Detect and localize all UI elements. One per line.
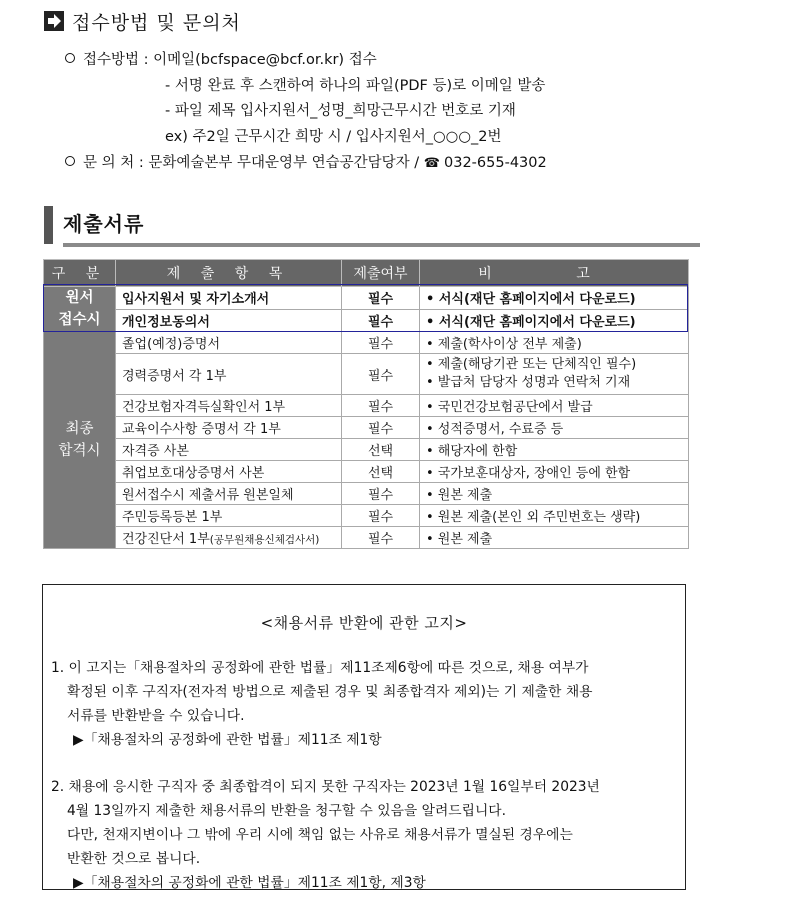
section-accent-bar: [44, 206, 53, 244]
row-item: 취업보호대상증명서 사본: [116, 461, 342, 483]
notice-text: 확정된 이후 구직자(전자적 방법으로 제출된 경우 및 최종합격자 제외)는 기 제출한 채용: [67, 684, 593, 700]
row-required: 필수: [342, 527, 420, 549]
row-required: 필수: [342, 354, 420, 395]
circle-bullet-icon: [65, 53, 75, 63]
header-note: 비 고: [420, 260, 689, 287]
table-row: [44, 527, 689, 549]
category-application: 원서 접수시: [44, 287, 116, 332]
table-row: [44, 439, 689, 461]
row-item-sub: (공무원채용신체검사서): [209, 534, 320, 546]
category-final: 최종 합격시: [44, 332, 116, 549]
arrow-right-icon: [44, 11, 64, 31]
method-detail-1: - 서명 완료 후 스캔하여 하나의 파일(PDF 등)로 이메일 발송: [165, 78, 546, 94]
table-row: [44, 395, 689, 417]
row-note: • 원본 제출: [420, 527, 689, 549]
row-item-text: 건강진단서 1부: [122, 532, 210, 547]
notice-paragraph-1: [51, 656, 592, 752]
method-line: [65, 48, 377, 69]
row-note: • 국민건강보험공단에서 발급: [420, 395, 689, 417]
method-detail-3: ex) 주2일 근무시간 희망 시 / 입사지원서_○○○_2번: [165, 129, 502, 145]
phone-icon: ☎: [423, 156, 440, 171]
row-item: 개인정보동의서: [116, 309, 342, 332]
notice-text: 반환한 것으로 봅니다.: [67, 851, 201, 867]
row-note: • 서식(재단 홈페이지에서 다운로드): [420, 287, 689, 310]
row-item: 졸업(예정)증명서: [116, 332, 342, 354]
method-detail-2: - 파일 제목 입사지원서_성명_희망근무시간 번호로 기재: [165, 103, 516, 119]
section-rule: [63, 243, 700, 247]
row-required: 필수: [342, 483, 420, 505]
row-note: [420, 354, 689, 395]
section-header-application: [44, 8, 241, 34]
row-note: • 국가보훈대상자, 장애인 등에 한함: [420, 461, 689, 483]
row-note: • 해당자에 한함: [420, 439, 689, 461]
contact-phone: 032-655-4302: [444, 155, 547, 171]
row-required: 선택: [342, 439, 420, 461]
row-item: 주민등록등본 1부: [116, 505, 342, 527]
row-item: 경력증명서 각 1부: [116, 354, 342, 395]
notice-law-ref: ▶「채용절차의 공정화에 관한 법률」제11조 제1항, 제3항: [73, 875, 426, 891]
section-title: 접수방법 및 문의처: [72, 11, 241, 34]
notice-box: [42, 584, 686, 890]
table-row: [44, 287, 689, 310]
table-row: [44, 461, 689, 483]
documents-table: [43, 259, 689, 549]
row-item: [116, 527, 342, 549]
header-required: 제출여부: [342, 260, 420, 287]
contact-label: 문 의 처 : 문화예술본부 무대운영부 연습공간담당자 /: [83, 155, 420, 171]
row-note-line: • 제출(해당기관 또는 단체직인 필수): [426, 357, 637, 372]
notice-text: 4월 13일까지 제출한 채용서류의 반환을 청구할 수 있음을 알려드립니다.: [67, 803, 506, 819]
row-note: • 원본 제출: [420, 483, 689, 505]
table-row: [44, 309, 689, 332]
row-item: 원서접수시 제출서류 원본일체: [116, 483, 342, 505]
row-required: 필수: [342, 287, 420, 310]
row-note: • 성적증명서, 수료증 등: [420, 417, 689, 439]
table-row: [44, 417, 689, 439]
header-category: 구 분: [44, 260, 116, 287]
notice-text: 2. 채용에 응시한 구직자 중 최종합격이 되지 못한 구직자는 2023년 1월 16일부터 2023년: [51, 779, 600, 795]
row-item: 자격증 사본: [116, 439, 342, 461]
circle-bullet-icon: [65, 156, 75, 166]
row-item: 건강보험자격득실확인서 1부: [116, 395, 342, 417]
table-row: [44, 505, 689, 527]
row-note: • 제출(학사이상 전부 제출): [420, 332, 689, 354]
section-title-documents: 제출서류: [63, 212, 145, 236]
row-required: 필수: [342, 417, 420, 439]
notice-text: 서류를 반환받을 수 있습니다.: [67, 708, 245, 724]
row-note: • 서식(재단 홈페이지에서 다운로드): [420, 309, 689, 332]
table-row: [44, 332, 689, 354]
row-required: 필수: [342, 332, 420, 354]
table-header-row: [44, 260, 689, 287]
notice-paragraph-2: [51, 775, 600, 895]
row-note: • 원본 제출(본인 외 주민번호는 생략): [420, 505, 689, 527]
method-label: 접수방법 : 이메일(bcfspace@bcf.or.kr) 접수: [83, 52, 377, 68]
table-row: [44, 483, 689, 505]
table-row: [44, 354, 689, 395]
row-required: 필수: [342, 505, 420, 527]
row-required: 필수: [342, 309, 420, 332]
notice-law-ref: ▶「채용절차의 공정화에 관한 법률」제11조 제1항: [73, 732, 382, 748]
notice-text: 다만, 천재지변이나 그 밖에 우리 시에 책임 없는 사유로 채용서류가 멸실된 경우에는: [67, 827, 573, 843]
notice-text: 1. 이 고지는「채용절차의 공정화에 관한 법률」제11조제6항에 따른 것으로, 채용 여부가: [51, 660, 589, 676]
row-required: 선택: [342, 461, 420, 483]
row-note-line: • 발급처 담당자 성명과 연락처 기재: [426, 375, 631, 390]
row-required: 필수: [342, 395, 420, 417]
header-item: 제 출 항 목: [116, 260, 342, 287]
notice-title: <채용서류 반환에 관한 고지>: [260, 614, 468, 632]
row-item: 교육이수사항 증명서 각 1부: [116, 417, 342, 439]
contact-line: [65, 151, 547, 172]
row-item: 입사지원서 및 자기소개서: [116, 287, 342, 310]
